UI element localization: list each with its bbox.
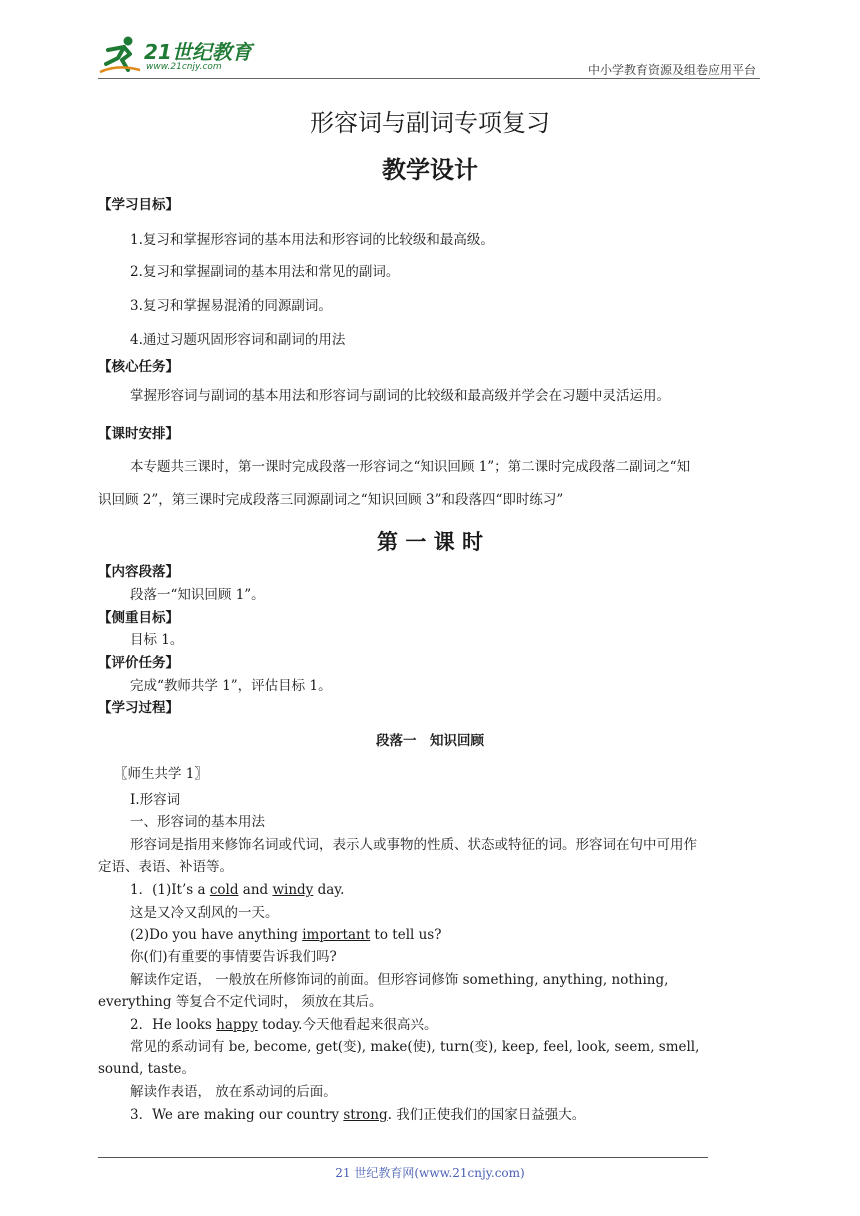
example-1-translation: 这是又冷又刮风的一天。 [130,905,279,921]
content-text: 段落一“知识回顾 1”。 [130,587,265,603]
header-divider [98,78,760,79]
core-heading: 【核心任务】 [98,359,179,375]
example-2: 2．He looks happy today.今天他看起来很高兴。 [130,1017,438,1033]
adjective-basic-usage: 一、形容词的基本用法 [130,814,265,830]
note-2: 解读作表语， 放在系动词的后面。 [130,1084,337,1100]
logo-url: www.21cnjy.com [146,62,222,72]
underlined-word: strong [343,1107,388,1123]
adjective-definition-line1: 形容词是指用来修饰名词或代词，表示人或事物的性质、状态或特征的词。形容词在句中可用作 [130,837,697,853]
process-heading: 【学习过程】 [98,700,179,716]
shared-study-label: 〖师生共学 1〗 [114,766,208,782]
page-header [98,34,760,80]
underlined-word: cold [209,882,239,898]
note-1-line2: everything 等复合不定代词时， 须放在其后。 [98,994,383,1010]
content-heading: 【内容段落】 [98,564,179,580]
schedule-text-line2: 识回顾 2”，第三课时完成段落三同源副词之“知识回顾 3”和段落四“即时练习” [98,492,564,508]
runner-logo-icon [98,34,142,74]
underlined-word: happy [216,1017,258,1033]
schedule-text-line1: 本专题共三课时，第一课时完成段落一形容词之“知识回顾 1”；第二课时完成段落二副词之“知 [130,459,691,475]
example-3: 3．We are making our country strong. 我们正使我们的国家日益强大。 [130,1107,586,1123]
goal-item: 3.复习和掌握易混淆的同源副词。 [130,298,332,314]
underlined-word: windy [272,882,314,898]
example-1: 1．(1)It’s a cold and windy day. [130,882,345,898]
footer-divider [98,1157,708,1158]
linking-verbs-line2: sound, taste。 [98,1061,195,1077]
paragraph-title: 段落一 知识回顾 [376,733,484,749]
goal-item: 4.通过习题巩固形容词和副词的用法 [130,332,346,348]
header-platform-text: 中小学教育资源及组卷应用平台 [587,63,756,77]
note-1-line1: 解读作定语， 一般放在所修饰词的前面。但形容词修饰 something, anything, nothing, [130,972,669,988]
eval-text: 完成“教师共学 1”，评估目标 1。 [130,678,332,694]
goals-heading: 【学习目标】 [98,197,179,213]
logo-text: 21世纪教育 [144,40,252,64]
adjective-heading: Ⅰ.形容词 [130,792,181,808]
adjective-definition-line2: 定语、表语、补语等。 [98,859,233,875]
lesson-title: 第 一 课 时 [377,530,483,554]
goal-item: 2.复习和掌握副词的基本用法和常见的副词。 [130,264,400,280]
focus-heading: 【侧重目标】 [98,610,179,626]
eval-heading: 【评价任务】 [98,655,179,671]
document-title: 形容词与副词专项复习 [310,109,550,137]
site-logo [98,34,268,78]
goal-item: 1.复习和掌握形容词的基本用法和形容词的比较级和最高级。 [130,232,494,248]
linking-verbs-line1: 常见的系动词有 be, become, get(变), make(使), turn(变), keep, feel, look, seem, smell, [130,1039,700,1055]
footer-link[interactable]: 21 世纪教育网(www.21cnjy.com) [335,1166,525,1180]
focus-text: 目标 1。 [130,632,184,648]
schedule-heading: 【课时安排】 [98,426,179,442]
underlined-word: important [302,927,371,943]
core-text: 掌握形容词与副词的基本用法和形容词与副词的比较级和最高级并学会在习题中灵活运用。 [130,388,670,404]
document-subtitle: 教学设计 [382,155,478,184]
example-1b: (2)Do you have anything important to tell us? [130,927,442,943]
example-1b-translation: 你(们)有重要的事情要告诉我们吗? [130,949,337,965]
